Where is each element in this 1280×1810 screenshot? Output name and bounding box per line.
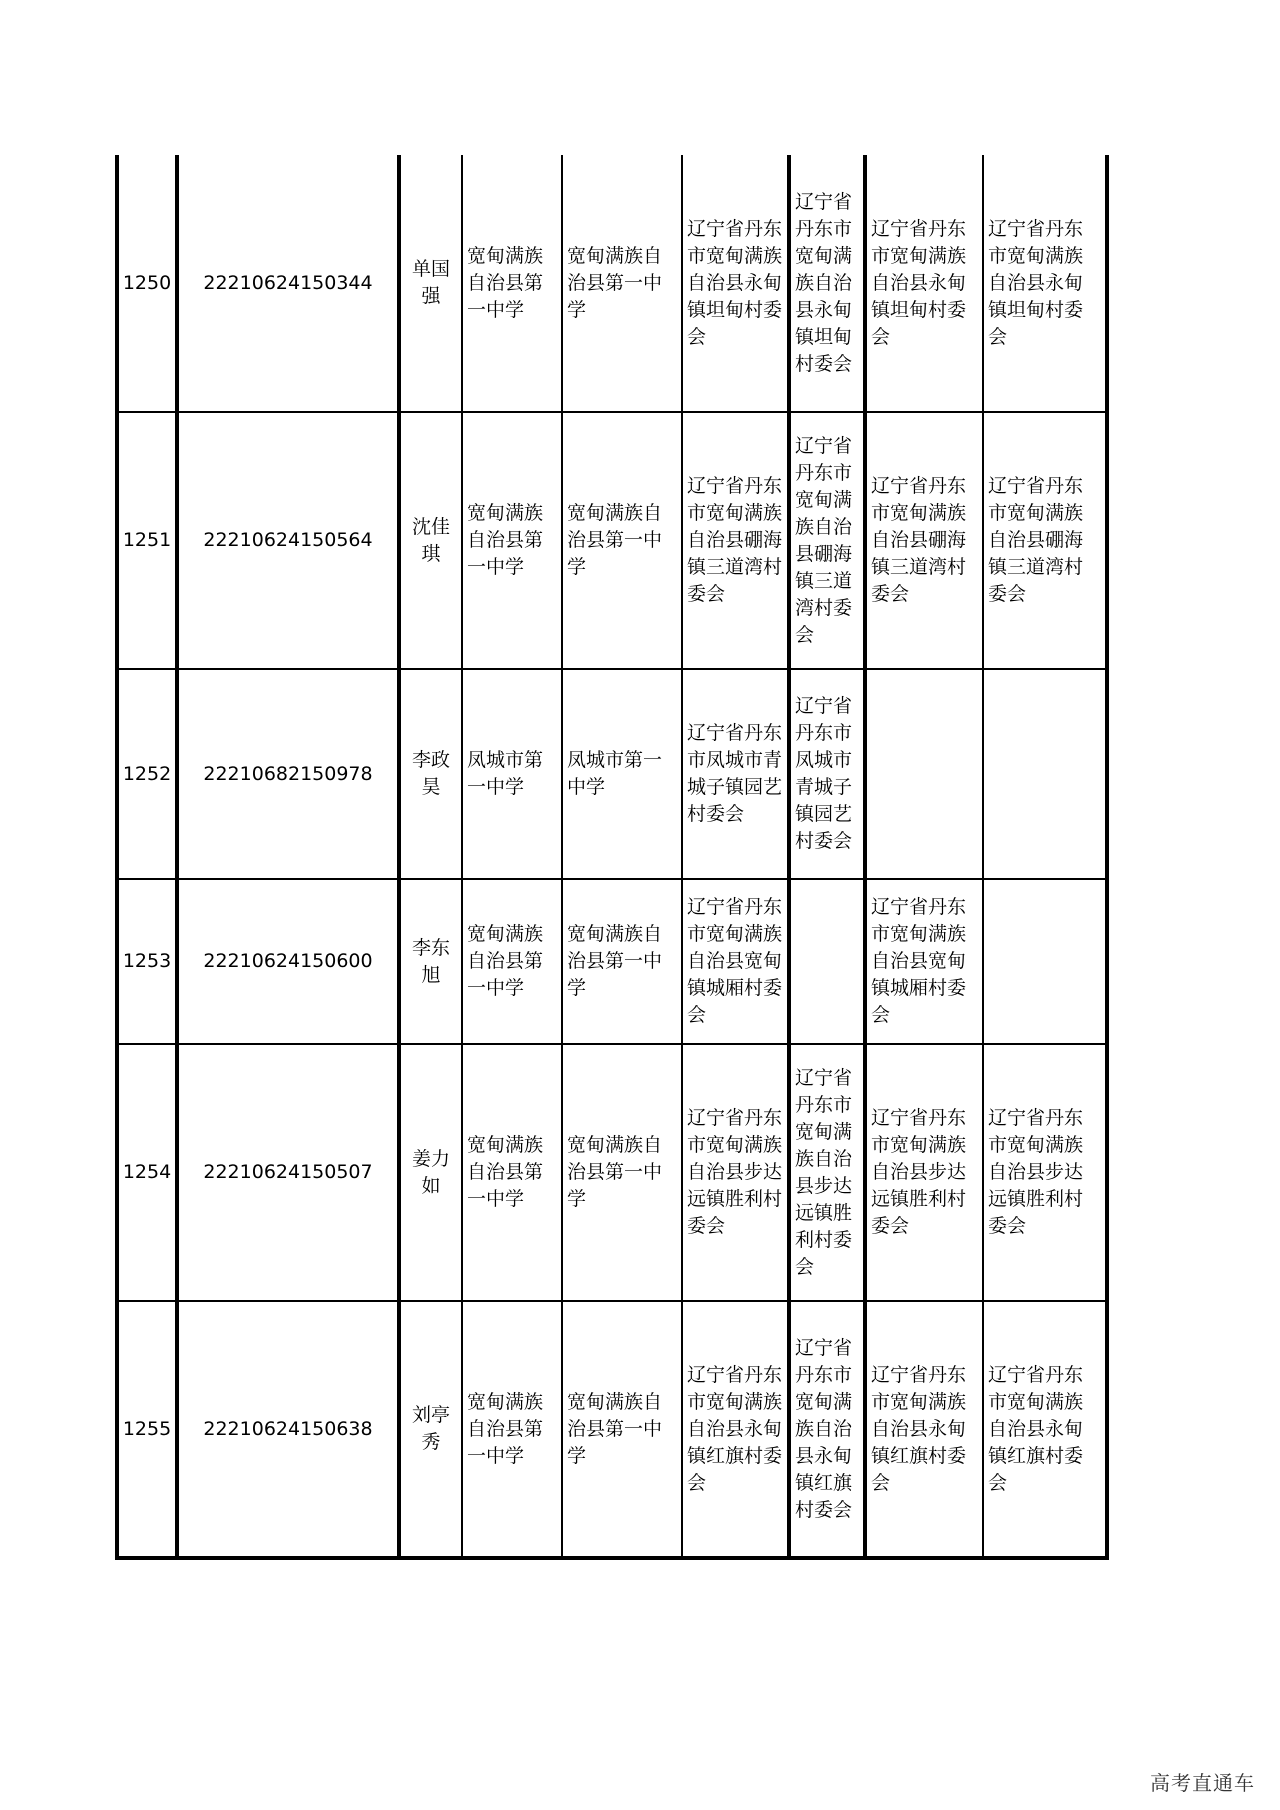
student-name-cell: 单国强 — [399, 155, 462, 412]
school-cell: 宽甸满族自治县第一中学 — [462, 1301, 562, 1558]
serial-number-cell: 1250 — [117, 155, 177, 412]
address-cell-2: 辽宁省丹东市宽甸满族自治县硼海镇三道湾村委会 — [789, 412, 865, 669]
student-name-cell: 李东旭 — [399, 879, 462, 1044]
address-cell-4 — [983, 669, 1107, 879]
school-cell: 宽甸满族自治县第一中学 — [462, 1044, 562, 1301]
serial-number-cell: 1253 — [117, 879, 177, 1044]
exam-id-cell: 22210624150638 — [177, 1301, 399, 1558]
serial-number-cell: 1255 — [117, 1301, 177, 1558]
address-cell-4: 辽宁省丹东市宽甸满族自治县硼海镇三道湾村委会 — [983, 412, 1107, 669]
address-cell-2: 辽宁省丹东市凤城市青城子镇园艺村委会 — [789, 669, 865, 879]
address-cell-3: 辽宁省丹东市宽甸满族自治县步达远镇胜利村委会 — [865, 1044, 983, 1301]
student-name-cell: 沈佳琪 — [399, 412, 462, 669]
table-row — [117, 1301, 1107, 1558]
table-row — [117, 155, 1107, 412]
table-row — [117, 1044, 1107, 1301]
address-cell-4: 辽宁省丹东市宽甸满族自治县永甸镇红旗村委会 — [983, 1301, 1107, 1558]
address-cell-1: 辽宁省丹东市宽甸满族自治县宽甸镇城厢村委会 — [682, 879, 789, 1044]
address-cell-1: 辽宁省丹东市凤城市青城子镇园艺村委会 — [682, 669, 789, 879]
exam-id-cell: 22210624150600 — [177, 879, 399, 1044]
table-row — [117, 669, 1107, 879]
exam-id-cell: 22210624150507 — [177, 1044, 399, 1301]
address-cell-3: 辽宁省丹东市宽甸满族自治县硼海镇三道湾村委会 — [865, 412, 983, 669]
school-cell-2: 凤城市第一中学 — [562, 669, 682, 879]
school-cell-2: 宽甸满族自治县第一中学 — [562, 1044, 682, 1301]
school-cell-2: 宽甸满族自治县第一中学 — [562, 155, 682, 412]
address-cell-3: 辽宁省丹东市宽甸满族自治县宽甸镇城厢村委会 — [865, 879, 983, 1044]
serial-number-cell: 1254 — [117, 1044, 177, 1301]
table-row — [117, 412, 1107, 669]
school-cell: 宽甸满族自治县第一中学 — [462, 879, 562, 1044]
address-cell-2: 辽宁省丹东市宽甸满族自治县永甸镇坦甸村委会 — [789, 155, 865, 412]
exam-id-cell: 22210682150978 — [177, 669, 399, 879]
student-name-cell: 李政昊 — [399, 669, 462, 879]
address-cell-3: 辽宁省丹东市宽甸满族自治县永甸镇红旗村委会 — [865, 1301, 983, 1558]
address-cell-1: 辽宁省丹东市宽甸满族自治县硼海镇三道湾村委会 — [682, 412, 789, 669]
address-cell-2: 辽宁省丹东市宽甸满族自治县永甸镇红旗村委会 — [789, 1301, 865, 1558]
serial-number-cell: 1251 — [117, 412, 177, 669]
address-cell-4: 辽宁省丹东市宽甸满族自治县永甸镇坦甸村委会 — [983, 155, 1107, 412]
exam-id-cell: 22210624150564 — [177, 412, 399, 669]
student-table — [115, 155, 1109, 1560]
address-cell-3: 辽宁省丹东市宽甸满族自治县永甸镇坦甸村委会 — [865, 155, 983, 412]
school-cell: 宽甸满族自治县第一中学 — [462, 155, 562, 412]
address-cell-2: 辽宁省丹东市宽甸满族自治县步达远镇胜利村委会 — [789, 1044, 865, 1301]
student-name-cell: 姜力如 — [399, 1044, 462, 1301]
address-cell-3 — [865, 669, 983, 879]
exam-id-cell: 22210624150344 — [177, 155, 399, 412]
school-cell-2: 宽甸满族自治县第一中学 — [562, 879, 682, 1044]
table-row — [117, 879, 1107, 1044]
address-cell-4: 辽宁省丹东市宽甸满族自治县步达远镇胜利村委会 — [983, 1044, 1107, 1301]
watermark-text: 高考直通车 — [1150, 1771, 1255, 1795]
school-cell: 凤城市第一中学 — [462, 669, 562, 879]
school-cell: 宽甸满族自治县第一中学 — [462, 412, 562, 669]
student-name-cell: 刘亭秀 — [399, 1301, 462, 1558]
address-cell-1: 辽宁省丹东市宽甸满族自治县永甸镇红旗村委会 — [682, 1301, 789, 1558]
address-cell-2 — [789, 879, 865, 1044]
address-cell-1: 辽宁省丹东市宽甸满族自治县永甸镇坦甸村委会 — [682, 155, 789, 412]
address-cell-1: 辽宁省丹东市宽甸满族自治县步达远镇胜利村委会 — [682, 1044, 789, 1301]
school-cell-2: 宽甸满族自治县第一中学 — [562, 1301, 682, 1558]
serial-number-cell: 1252 — [117, 669, 177, 879]
school-cell-2: 宽甸满族自治县第一中学 — [562, 412, 682, 669]
address-cell-4 — [983, 879, 1107, 1044]
